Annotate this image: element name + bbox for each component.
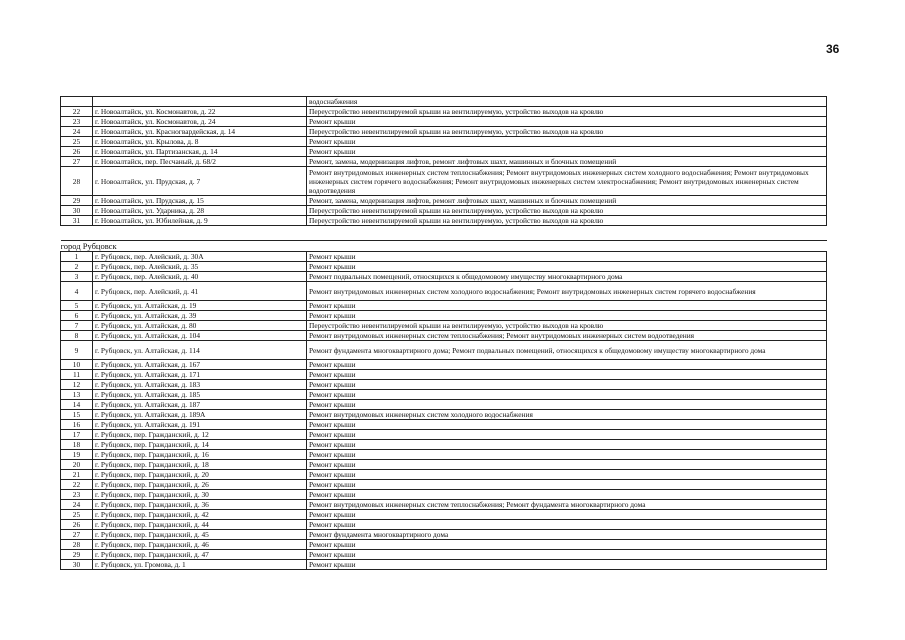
table-row [61,196,827,206]
cell-address: г. Рубцовск, ул. Алтайская, д. 104 [93,331,307,341]
cell-number: 17 [61,430,93,440]
cell-address: г. Рубцовск, ул. Алтайская, д. 191 [93,420,307,430]
cell-number: 1 [61,252,93,262]
cell-work: Ремонт крыши [307,370,827,380]
cell-work: Ремонт крыши [307,252,827,262]
repair-program-table [60,96,827,570]
cell-address [93,97,307,107]
cell-number: 5 [61,301,93,311]
table-row [61,360,827,370]
table-row [61,530,827,540]
cell-address: г. Новоалтайск, ул. Красногвардейская, д. 14 [93,127,307,137]
table-row [61,420,827,430]
cell-work: водоснабжения [307,97,827,107]
cell-address: г. Рубцовск, пер. Гражданский, д. 12 [93,430,307,440]
cell-work: Ремонт крыши [307,520,827,530]
cell-number: 27 [61,530,93,540]
cell-address: г. Новоалтайск, ул. Космонавтов, д. 22 [93,107,307,117]
city-section-heading-row [61,241,827,252]
cell-address: г. Рубцовск, пер. Гражданский, д. 26 [93,480,307,490]
cell-work: Ремонт крыши [307,560,827,570]
cell-address: г. Рубцовск, ул. Алтайская, д. 183 [93,380,307,390]
cell-work: Ремонт крыши [307,380,827,390]
cell-address: г. Рубцовск, пер. Гражданский, д. 20 [93,470,307,480]
cell-work: Ремонт крыши [307,117,827,127]
cell-address: г. Новоалтайск, ул. Прудская, д. 15 [93,196,307,206]
cell-work: Ремонт крыши [307,490,827,500]
cell-work: Ремонт крыши [307,430,827,440]
table-row [61,301,827,311]
cell-number: 30 [61,206,93,216]
table-row [61,410,827,420]
cell-work: Ремонт крыши [307,550,827,560]
table-row [61,480,827,490]
cell-work: Переустройство невентилируемой крыши на вентилируемую, устройство выходов на кровлю [307,206,827,216]
spacer-row [61,226,827,241]
cell-work: Ремонт крыши [307,137,827,147]
cell-address: г. Новоалтайск, ул. Крылова, д. 8 [93,137,307,147]
cell-number: 31 [61,216,93,226]
cell-number: 22 [61,107,93,117]
cell-number: 19 [61,450,93,460]
cell-number: 26 [61,520,93,530]
table-row [61,400,827,410]
cell-address: г. Рубцовск, пер. Гражданский, д. 18 [93,460,307,470]
cell-work: Ремонт крыши [307,460,827,470]
cell-address: г. Рубцовск, пер. Алейский, д. 30А [93,252,307,262]
cell-work: Переустройство невентилируемой крыши на вентилируемую, устройство выходов на кровлю [307,127,827,137]
cell-address: г. Рубцовск, ул. Громова, д. 1 [93,560,307,570]
table-row [61,127,827,137]
cell-work: Ремонт крыши [307,540,827,550]
cell-number: 26 [61,147,93,157]
cell-number: 28 [61,540,93,550]
table-row [61,540,827,550]
cell-number: 13 [61,390,93,400]
cell-number: 3 [61,272,93,282]
cell-number: 9 [61,341,93,360]
cell-number: 15 [61,410,93,420]
cell-number: 10 [61,360,93,370]
cell-number: 20 [61,460,93,470]
cell-address: г. Рубцовск, пер. Гражданский, д. 14 [93,440,307,450]
cell-work: Ремонт, замена, модернизация лифтов, ремонт лифтовых шахт, машинных и блочных помещений [307,196,827,206]
cell-work: Ремонт крыши [307,301,827,311]
cell-number: 24 [61,127,93,137]
cell-address: г. Рубцовск, ул. Алтайская, д. 80 [93,321,307,331]
table-row [61,167,827,196]
table-row [61,500,827,510]
cell-number: 22 [61,480,93,490]
cell-number [61,97,93,107]
table-row [61,117,827,127]
cell-work: Ремонт крыши [307,360,827,370]
cell-address: г. Новоалтайск, ул. Юбилейная, д. 9 [93,216,307,226]
cell-work: Ремонт крыши [307,147,827,157]
cell-work: Переустройство невентилируемой крыши на вентилируемую, устройство выходов на кровлю [307,107,827,117]
cell-number: 23 [61,490,93,500]
spacer-cell [61,226,827,241]
table-row [61,520,827,530]
cell-address: г. Рубцовск, пер. Гражданский, д. 47 [93,550,307,560]
table-row [61,550,827,560]
cell-number: 7 [61,321,93,331]
cell-number: 12 [61,380,93,390]
cell-number: 2 [61,262,93,272]
cell-work: Ремонт фундамента многоквартирного дома; Ремонт подвальных помещений, относящихся к общедомовому имуществу многоквартирного дома [307,341,827,360]
cell-number: 21 [61,470,93,480]
cell-work: Ремонт внутридомовых инженерных систем холодного водоснабжения; Ремонт внутридомовых инженерных систем горячего водоснабжения [307,282,827,301]
cell-number: 8 [61,331,93,341]
cell-number: 29 [61,550,93,560]
cell-number: 14 [61,400,93,410]
page-number: 36 [826,42,840,56]
cell-work: Ремонт крыши [307,262,827,272]
cell-address: г. Новоалтайск, ул. Прудская, д. 7 [93,167,307,196]
cell-address: г. Новоалтайск, пер. Песчаный, д. 68/2 [93,157,307,167]
cell-work: Ремонт фундамента многоквартирного дома [307,530,827,540]
table-row [61,272,827,282]
cell-work: Ремонт крыши [307,450,827,460]
cell-work: Ремонт крыши [307,480,827,490]
cell-address: г. Рубцовск, ул. Алтайская, д. 167 [93,360,307,370]
table-row [61,252,827,262]
cell-address: г. Рубцовск, ул. Алтайская, д. 189А [93,410,307,420]
table-row [61,380,827,390]
cell-address: г. Рубцовск, ул. Алтайская, д. 187 [93,400,307,410]
table-row [61,510,827,520]
table-row [61,216,827,226]
table-row [61,450,827,460]
cell-number: 16 [61,420,93,430]
cell-address: г. Рубцовск, пер. Алейский, д. 35 [93,262,307,272]
cell-work: Ремонт внутридомовых инженерных систем теплоснабжения; Ремонт фундамента многоквартирного дома [307,500,827,510]
table-row [61,206,827,216]
table-row [61,490,827,500]
table-row [61,282,827,301]
cell-address: г. Рубцовск, пер. Алейский, д. 41 [93,282,307,301]
cell-work: Ремонт, замена, модернизация лифтов, ремонт лифтовых шахт, машинных и блочных помещений [307,157,827,167]
cell-address: г. Новоалтайск, ул. Партизанская, д. 14 [93,147,307,157]
cell-address: г. Новоалтайск, ул. Ударника, д. 28 [93,206,307,216]
cell-number: 27 [61,157,93,167]
cell-number: 6 [61,311,93,321]
table-row [61,107,827,117]
cell-work: Переустройство невентилируемой крыши на вентилируемую, устройство выходов на кровлю [307,216,827,226]
table-row [61,460,827,470]
cell-address: г. Рубцовск, пер. Гражданский, д. 16 [93,450,307,460]
table-row [61,157,827,167]
cell-number: 30 [61,560,93,570]
cell-work: Ремонт внутридомовых инженерных систем теплоснабжения; Ремонт внутридомовых инженерных систем холодного водоснабжения; Ремонт внутридомовых инженерных систем горячего водоснабжения; Ремонт внутридомовых инженерных систем электроснабжения; Ремонт внутридомовых инженерных систем водоотведения [307,167,827,196]
table-row [61,370,827,380]
cell-number: 25 [61,510,93,520]
cell-work: Ремонт крыши [307,311,827,321]
table-row [61,311,827,321]
cell-address: г. Новоалтайск, ул. Космонавтов, д. 24 [93,117,307,127]
cell-work: Ремонт крыши [307,470,827,480]
cell-number: 11 [61,370,93,380]
cell-work: Ремонт внутридомовых инженерных систем холодного водоснабжения [307,410,827,420]
cell-address: г. Рубцовск, пер. Гражданский, д. 44 [93,520,307,530]
cell-address: г. Рубцовск, пер. Гражданский, д. 42 [93,510,307,520]
cell-address: г. Рубцовск, ул. Алтайская, д. 39 [93,311,307,321]
cell-address: г. Рубцовск, ул. Алтайская, д. 114 [93,341,307,360]
table-row [61,430,827,440]
table-body [61,97,827,570]
continuation-row [61,97,827,107]
cell-work: Ремонт крыши [307,390,827,400]
table-row [61,147,827,157]
table-row [61,470,827,480]
cell-address: г. Рубцовск, ул. Алтайская, д. 185 [93,390,307,400]
cell-work: Ремонт крыши [307,420,827,430]
cell-work: Ремонт крыши [307,400,827,410]
repair-program-table-wrap [60,96,826,570]
cell-work: Переустройство невентилируемой крыши на вентилируемую, устройство выходов на кровлю [307,321,827,331]
cell-number: 4 [61,282,93,301]
cell-address: г. Рубцовск, ул. Алтайская, д. 19 [93,301,307,311]
cell-work: Ремонт внутридомовых инженерных систем теплоснабжения; Ремонт внутридомовых инженерных систем водоотведения [307,331,827,341]
cell-work: Ремонт крыши [307,510,827,520]
cell-address: г. Рубцовск, пер. Гражданский, д. 30 [93,490,307,500]
cell-number: 23 [61,117,93,127]
cell-address: г. Рубцовск, ул. Алтайская, д. 171 [93,370,307,380]
table-row [61,321,827,331]
cell-number: 24 [61,500,93,510]
cell-number: 18 [61,440,93,450]
cell-number: 29 [61,196,93,206]
table-row [61,341,827,360]
city-section-heading: город Рубцовск [61,241,827,252]
cell-number: 28 [61,167,93,196]
table-row [61,262,827,272]
cell-address: г. Рубцовск, пер. Гражданский, д. 45 [93,530,307,540]
cell-work: Ремонт подвальных помещений, относящихся к общедомовому имуществу многоквартирного дома [307,272,827,282]
cell-number: 25 [61,137,93,147]
cell-address: г. Рубцовск, пер. Алейский, д. 40 [93,272,307,282]
cell-address: г. Рубцовск, пер. Гражданский, д. 46 [93,540,307,550]
table-row [61,390,827,400]
table-row [61,137,827,147]
table-row [61,440,827,450]
cell-address: г. Рубцовск, пер. Гражданский, д. 36 [93,500,307,510]
table-row [61,560,827,570]
table-row [61,331,827,341]
cell-work: Ремонт крыши [307,440,827,450]
